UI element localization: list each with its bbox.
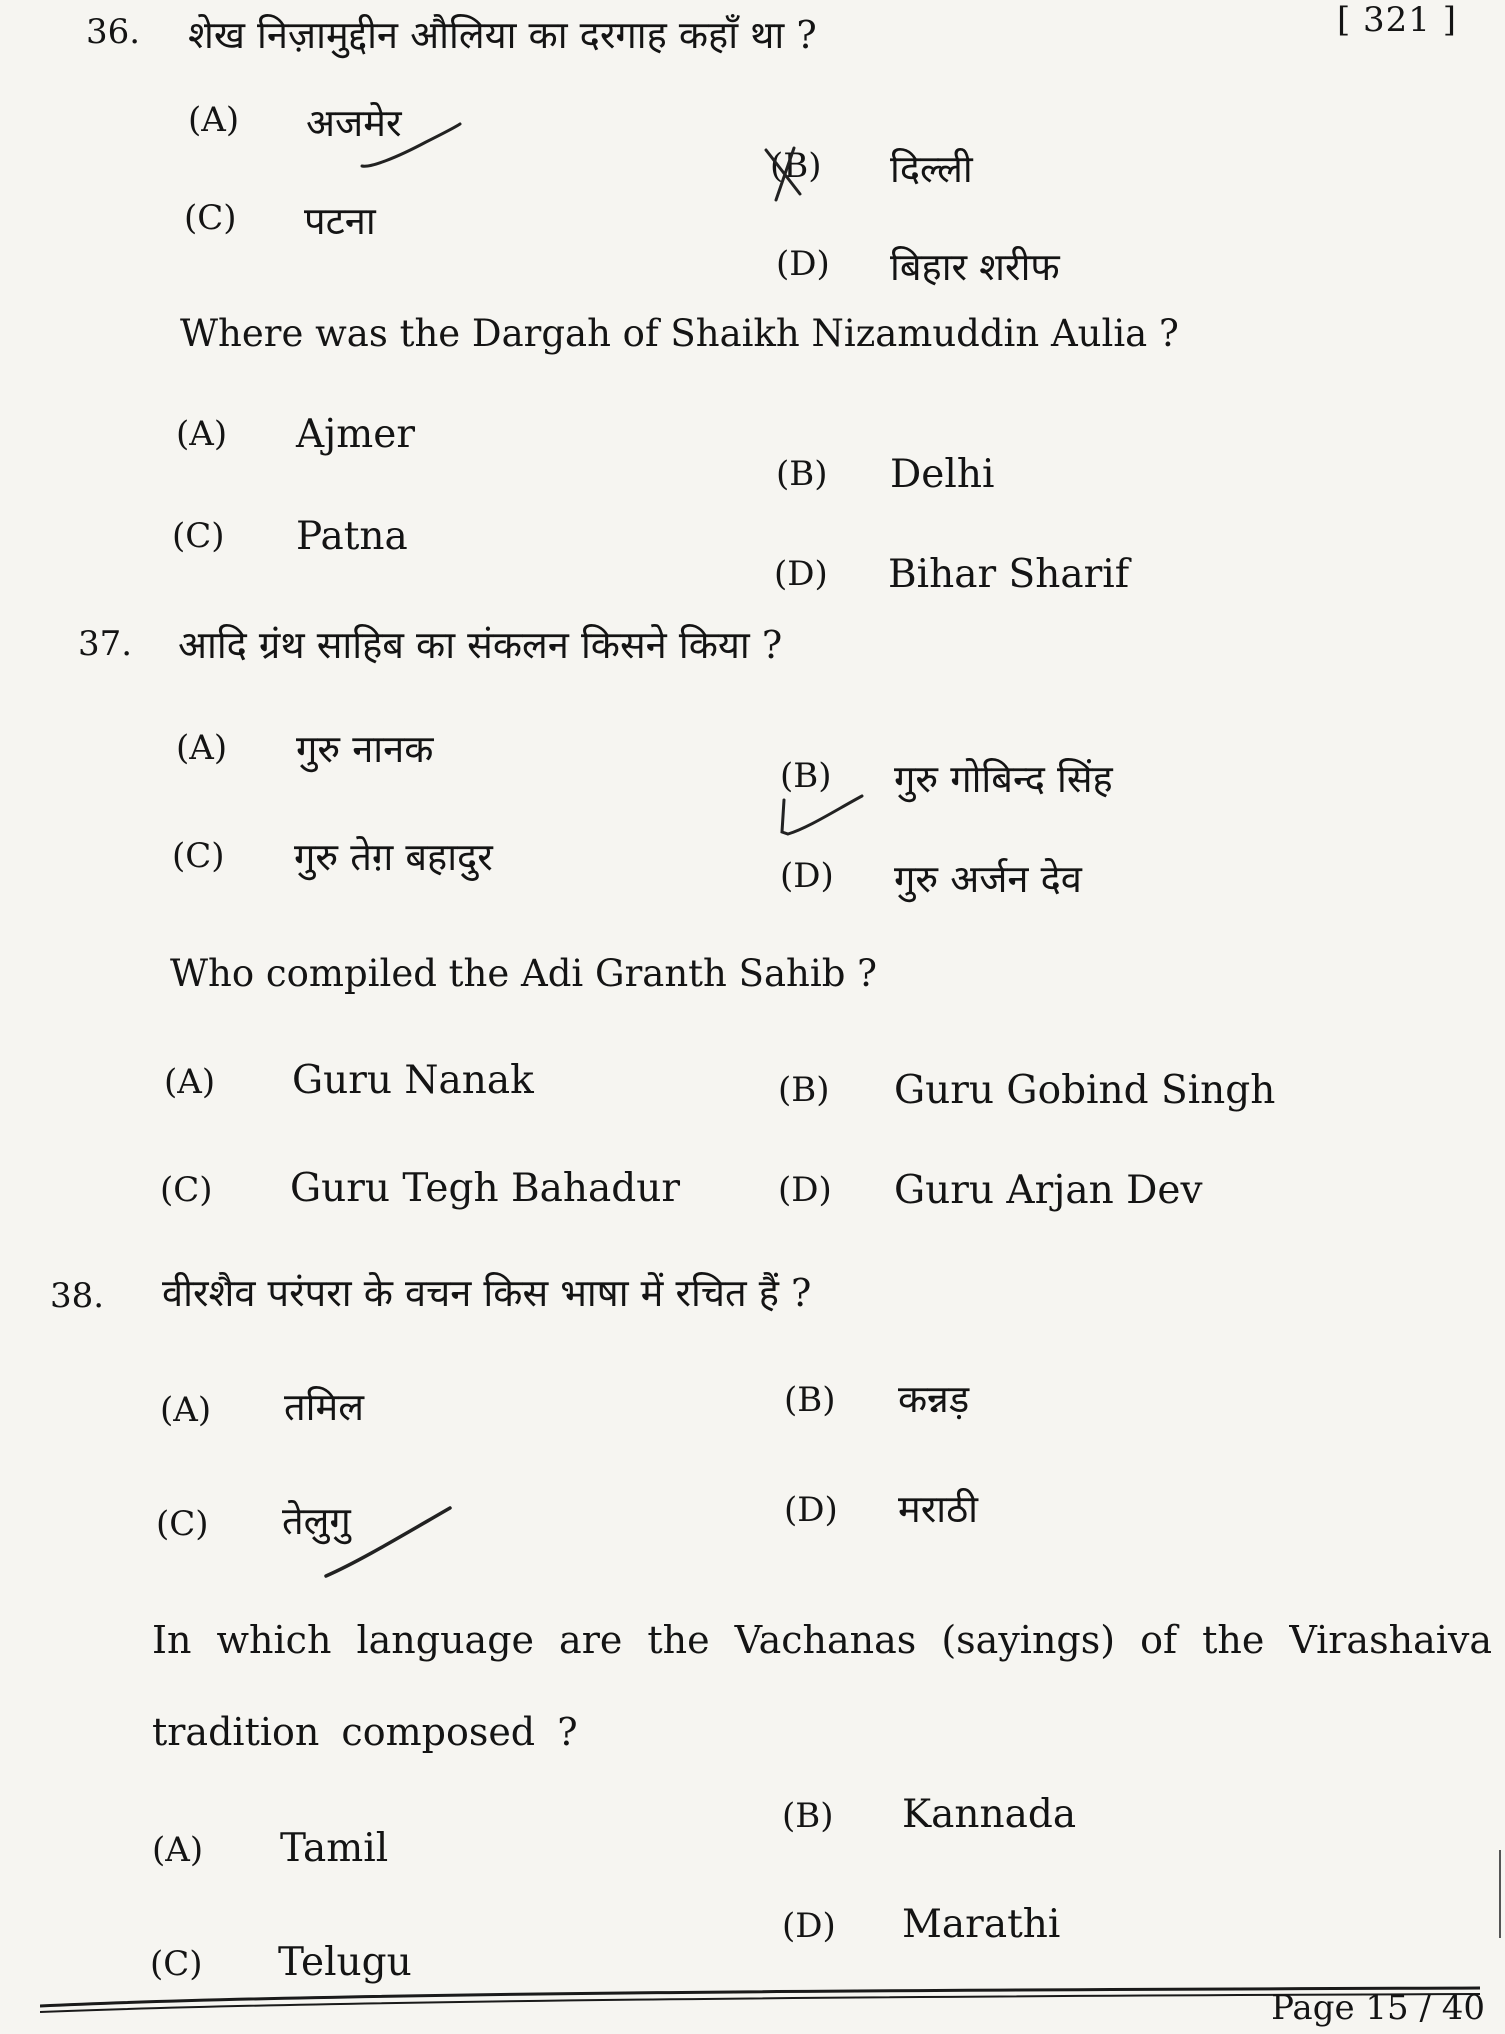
- q36-hi-label-d: (D): [776, 244, 830, 284]
- question-36-hindi: शेख निज़ामुद्दीन औलिया का दरगाह कहाँ था ?: [188, 13, 817, 57]
- q37-en-label-d: (D): [778, 1170, 832, 1210]
- q36-hi-label-c: (C): [184, 198, 237, 238]
- q37-hi-option-c: गुरु तेग़ बहादुर: [294, 835, 493, 879]
- question-38-hindi: वीरशैव परंपरा के वचन किस भाषा में रचित हैं ?: [162, 1271, 812, 1315]
- q38-hi-option-a: तमिल: [284, 1385, 364, 1429]
- footer-rule: [40, 1984, 1480, 2014]
- q36-hi-label-b: (B): [770, 146, 822, 186]
- pen-tick-q36-a-icon: [356, 112, 466, 172]
- q37-hi-option-a: गुरु नानक: [296, 727, 434, 771]
- q37-hi-option-b: गुरु गोबिन्द सिंह: [894, 757, 1113, 801]
- q37-en-option-b: Guru Gobind Singh: [894, 1068, 1276, 1113]
- q38-hi-option-d: मराठी: [898, 1487, 979, 1531]
- pen-tick-q37-b-icon: [778, 790, 868, 840]
- q37-hi-option-d: गुरु अर्जन देव: [894, 857, 1082, 901]
- question-38-english: In which language are the Vachanas (sayings) of the Virashaiva tradition composed ?: [152, 1618, 1492, 1754]
- question-36-english: Where was the Dargah of Shaikh Nizamuddin Aulia ?: [180, 312, 1179, 355]
- q37-hi-label-c: (C): [172, 836, 225, 876]
- q36-hi-option-c: पटना: [304, 199, 376, 243]
- q36-en-option-c: Patna: [296, 514, 408, 559]
- q38-en-label-d: (D): [782, 1906, 836, 1946]
- q36-en-label-d: (D): [774, 554, 828, 594]
- q36-en-label-c: (C): [172, 516, 225, 556]
- q36-hi-label-a: (A): [188, 100, 240, 140]
- q38-hi-option-b: कन्नड़: [898, 1377, 970, 1421]
- q37-hi-label-a: (A): [176, 728, 228, 768]
- q36-en-option-b: Delhi: [890, 452, 995, 497]
- q36-en-label-a: (A): [176, 414, 228, 454]
- q38-en-option-a: Tamil: [280, 1826, 389, 1871]
- q37-en-option-c: Guru Tegh Bahadur: [290, 1166, 680, 1211]
- page-number: Page 15 / 40: [1271, 1988, 1485, 2028]
- q38-hi-label-a: (A): [160, 1390, 212, 1430]
- q38-en-label-a: (A): [152, 1830, 204, 1870]
- scan-edge-mark: [1497, 1850, 1503, 1940]
- q38-hi-label-c: (C): [156, 1504, 209, 1544]
- question-37-number: 37.: [78, 624, 133, 664]
- q36-hi-option-b: दिल्ली: [890, 147, 973, 191]
- q36-en-option-a: Ajmer: [296, 412, 415, 457]
- q38-hi-option-c: तेलुगु: [282, 1499, 351, 1543]
- q37-en-option-d: Guru Arjan Dev: [894, 1168, 1203, 1213]
- q38-en-option-d: Marathi: [902, 1902, 1061, 1947]
- q38-hi-label-d: (D): [784, 1490, 838, 1530]
- question-37-english: Who compiled the Adi Granth Sahib ?: [170, 952, 877, 995]
- q38-en-option-c: Telugu: [278, 1940, 412, 1985]
- question-36-number: 36.: [86, 12, 141, 52]
- q36-hi-option-a: अजमेर: [306, 101, 402, 145]
- q36-en-label-b: (B): [776, 454, 828, 494]
- q37-hi-label-b: (B): [780, 756, 832, 796]
- q37-en-label-b: (B): [778, 1070, 830, 1110]
- question-38-number: 38.: [50, 1276, 105, 1316]
- q38-en-option-b: Kannada: [902, 1792, 1077, 1837]
- question-37-hindi: आदि ग्रंथ साहिब का संकलन किसने किया ?: [178, 623, 783, 667]
- q37-en-option-a: Guru Nanak: [292, 1058, 534, 1103]
- pen-tick-q38-c-icon: [318, 1502, 458, 1582]
- q36-en-option-d: Bihar Sharif: [888, 552, 1130, 597]
- q36-hi-option-d: बिहार शरीफ: [890, 245, 1060, 289]
- q37-en-label-a: (A): [164, 1062, 216, 1102]
- q38-hi-label-b: (B): [784, 1380, 836, 1420]
- q37-en-label-c: (C): [160, 1170, 213, 1210]
- paper-code: [ 321 ]: [1336, 0, 1457, 40]
- q38-en-label-b: (B): [782, 1796, 834, 1836]
- q37-hi-label-d: (D): [780, 856, 834, 896]
- pen-cross-q36-b-icon: [760, 144, 810, 204]
- q38-en-label-c: (C): [150, 1944, 203, 1984]
